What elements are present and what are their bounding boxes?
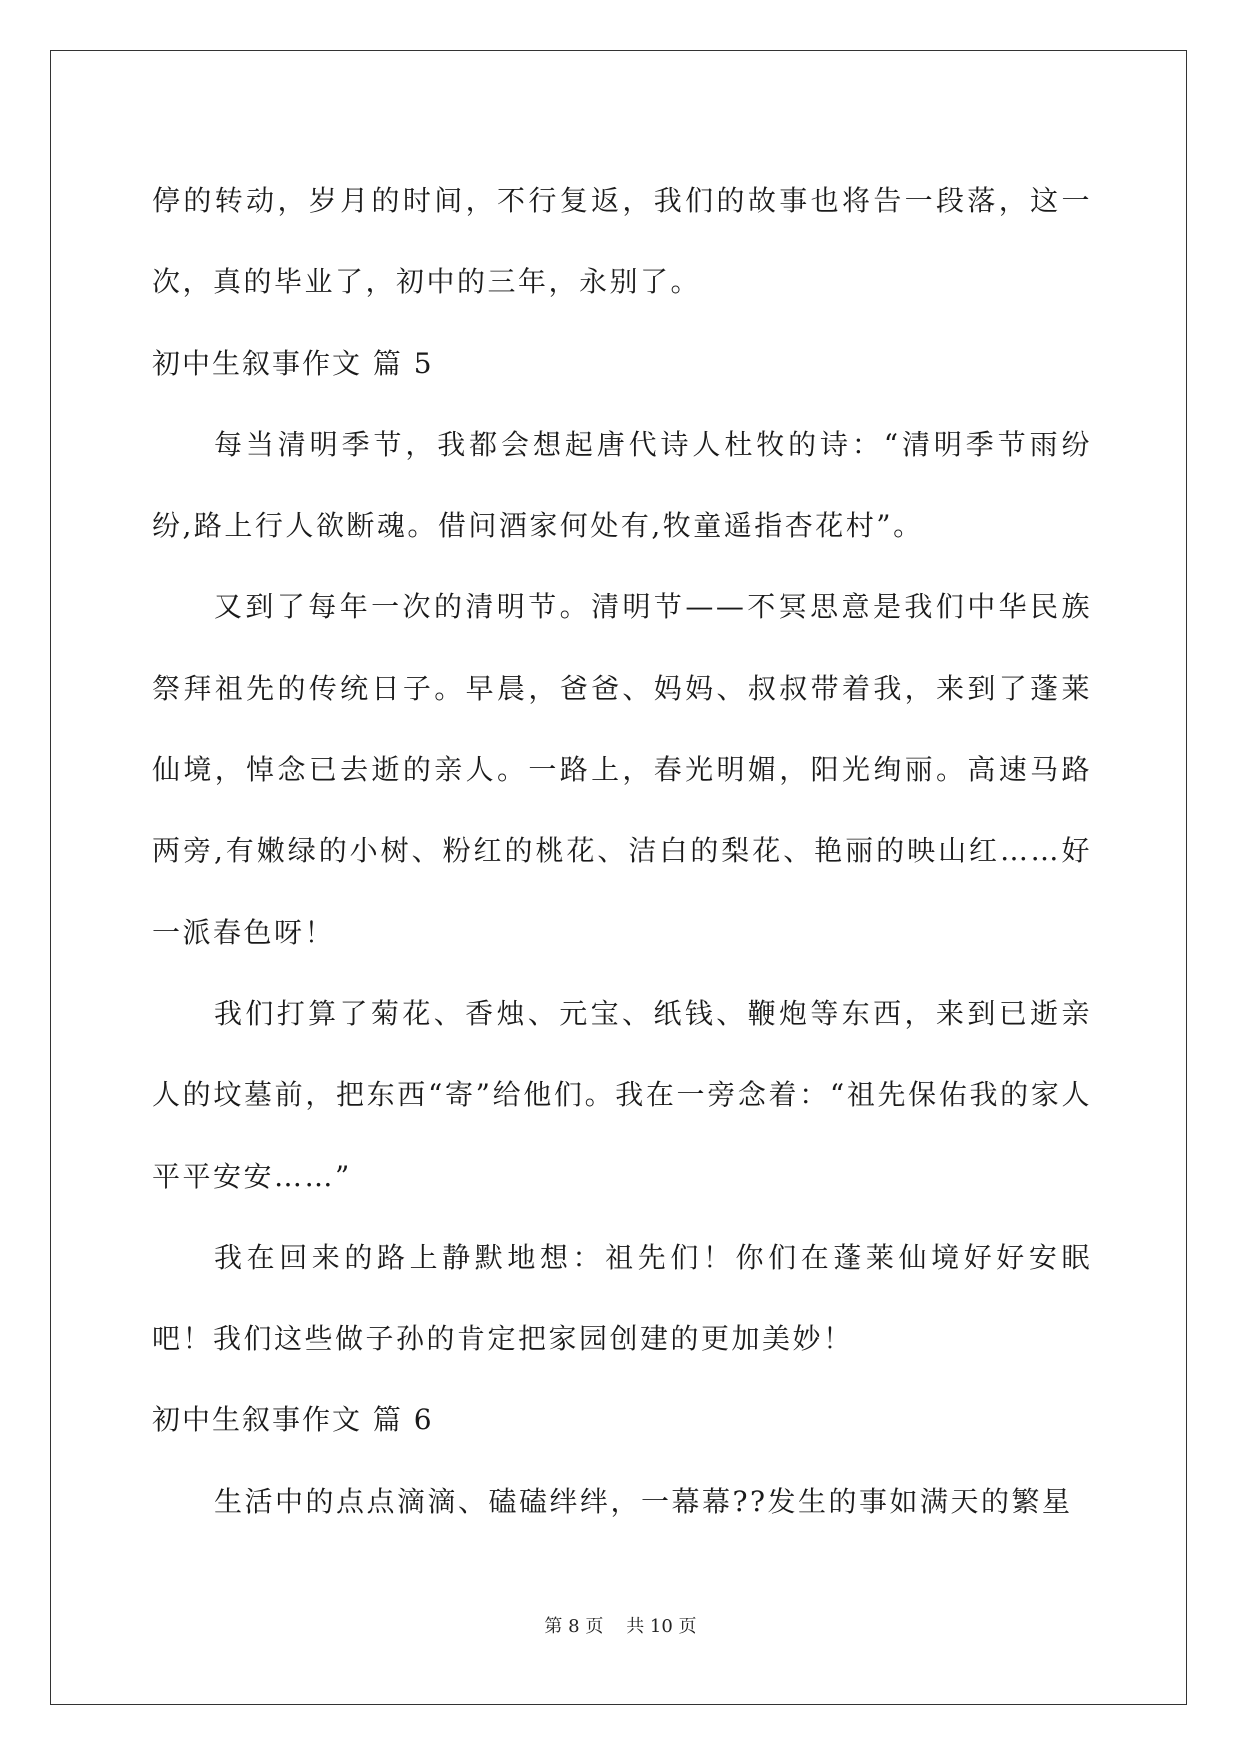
paragraph: 生活中的点点滴滴、磕磕绊绊，一幕幕??发生的事如满天的繁星 [214, 1484, 1073, 1518]
page-number-footer: 第 8 页 共 10 页 [544, 1616, 697, 1637]
paragraph: 停的转动，岁月的时间，不行复返，我们的故事也将告一段落，这一次，真的毕业了，初中的三年，永别了。 [152, 184, 1092, 299]
paragraph: 我在回来的路上静默地想：祖先们！你们在蓬莱仙境好好安眠吧！我们这些做子孙的肯定把家园创建的更加美妙！ [152, 1240, 1092, 1356]
section-heading: 初中生叙事作文 篇 6 [152, 1403, 434, 1437]
section-heading: 初中生叙事作文 篇 5 [152, 346, 434, 380]
paragraph: 每当清明季节，我都会想起唐代诗人杜牧的诗：“清明季节雨纷纷,路上行人欲断魂。借问酒家何处有,牧童遥指杏花村”。 [152, 427, 1092, 543]
document-body [152, 160, 1092, 1542]
paragraph: 又到了每年一次的清明节。清明节——不冥思意是我们中华民族祭拜祖先的传统日子。早晨，爸爸、妈妈、叔叔带着我，来到了蓬莱仙境，悼念已去逝的亲人。一路上，春光明媚，阳光绚丽。高速马路两旁,有嫩绿的小树、粉红的桃花、洁白的梨花、艳丽的映山红……好一派春色呀！ [152, 590, 1092, 949]
paragraph: 我们打算了菊花、香烛、元宝、纸钱、鞭炮等东西，来到已逝亲人的坟墓前，把东西“寄”给他们。我在一旁念着：“祖先保佑我的家人平平安安……” [152, 996, 1092, 1193]
